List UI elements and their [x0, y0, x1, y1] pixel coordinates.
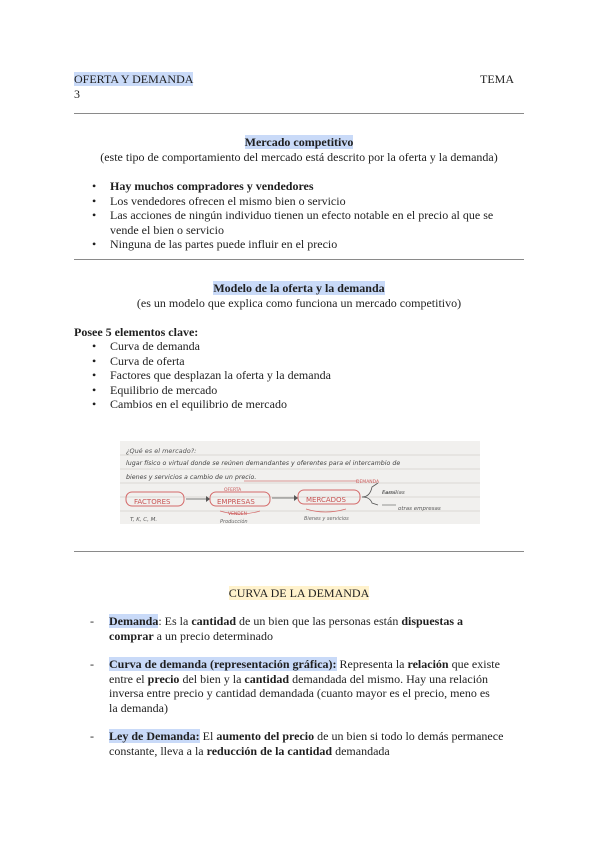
def-bold: aumento del precio — [216, 729, 315, 743]
sketch-oferta: OFERTA — [224, 488, 242, 493]
sketch-otras-empresas: otras empresas — [398, 506, 441, 512]
def-text: constante, lleva a la — [109, 743, 207, 758]
def-text: : Es la — [158, 614, 192, 628]
definition-ley — [74, 729, 528, 758]
section-title-curva — [74, 586, 524, 601]
def-bold: dispuestas a — [401, 614, 464, 628]
curva-title-text: CURVA DE LA DEMANDA — [228, 586, 370, 600]
sketch-question: ¿Qué es el mercado?: — [126, 447, 197, 455]
definition-demanda — [74, 614, 528, 643]
section-title-modelo — [74, 281, 524, 296]
def-bold: relación — [407, 657, 449, 671]
divider — [74, 551, 524, 552]
divider — [74, 113, 524, 114]
tema-label: TEMA — [480, 72, 514, 86]
handwritten-notes-image — [120, 441, 480, 524]
def-text: a un precio determinado — [153, 628, 273, 643]
elements-label — [74, 325, 198, 340]
list-item — [74, 339, 331, 354]
def-bold: cantidad — [191, 614, 237, 628]
dash-marker: - — [90, 657, 94, 671]
divider — [74, 259, 524, 260]
def-text: El — [199, 729, 217, 743]
bullet-text: vende el bien o servicio — [110, 222, 224, 237]
sketch-factores: FACTORES — [134, 498, 171, 506]
sketch-familias: Familias — [382, 490, 405, 496]
list-item — [74, 354, 331, 369]
list-item — [74, 208, 493, 237]
element-text: Factores que desplazan la oferta y la demanda — [110, 368, 331, 382]
elements-label-text: Posee 5 elementos clave: — [74, 325, 199, 339]
def-text: la demanda) — [109, 700, 168, 715]
page-title — [74, 72, 193, 87]
def-text: de un bien si todo lo demás permanece — [314, 729, 504, 743]
bullet-text: Los vendedores ofrecen el mismo bien o servicio — [110, 193, 346, 208]
bullet-text: Ninguna de las partes puede influir en el precio — [110, 237, 338, 251]
def-text: Representa la — [336, 657, 408, 671]
mercado-title-text: Mercado competitivo — [244, 135, 354, 149]
element-text: Curva de oferta — [110, 353, 185, 368]
sketch-venden: VENDEN — [228, 512, 247, 517]
def-text: inversa entre precio y cantidad demandada (cuanto mayor es el precio, meno es — [109, 686, 490, 700]
section-title-mercado — [74, 135, 524, 150]
def-text: de un bien que las personas están — [236, 614, 402, 628]
term-curva: Curva de demanda (representación gráfica): — [109, 657, 337, 671]
section-subtitle-modelo: (es un modelo que explica como funciona un mercado competitivo) — [136, 296, 462, 310]
element-text: Curva de demanda — [110, 339, 200, 353]
sketch-line1: lugar físico o virtual donde se reúnen demandantes y oferentes para el intercambio de — [126, 460, 401, 467]
tema-number: 3 — [74, 87, 80, 101]
sketch-tkcm: T, K, C, M. — [130, 517, 158, 523]
dash-marker: - — [90, 729, 94, 743]
list-item — [74, 368, 331, 383]
def-bold: cantidad — [244, 671, 290, 686]
term-demanda: Demanda — [109, 614, 159, 628]
def-bold: precio — [147, 671, 180, 686]
title-text: OFERTA Y DEMANDA — [74, 72, 194, 86]
term-ley: Ley de Demanda: — [109, 729, 200, 743]
list-item — [74, 194, 493, 209]
sketch-line2: bienes y servicios a cambio de un precio. — [126, 474, 257, 481]
def-text: entre el — [109, 671, 148, 686]
section-subtitle-mercado: (este tipo de comportamiento del mercado está descrito por la oferta y la demanda) — [100, 150, 498, 164]
sketch-empresas: EMPRESAS — [217, 498, 255, 506]
element-text: Equilibrio de mercado — [110, 382, 218, 397]
list-item — [74, 397, 331, 412]
def-text: demandada — [332, 743, 390, 758]
bullet-text: Las acciones de ningún individuo tienen un efecto notable en el precio al que se — [110, 208, 494, 222]
mercado-bullet-list — [74, 179, 493, 252]
sketch-bienes: Bienes y servicios — [304, 516, 349, 522]
def-text: del bien y la — [179, 671, 245, 686]
dash-marker: - — [90, 614, 94, 628]
definition-curva — [74, 657, 528, 715]
modelo-elements-list — [74, 339, 331, 412]
list-item — [74, 383, 331, 398]
def-bold: reducción de la cantidad — [206, 743, 333, 758]
list-item — [74, 179, 493, 194]
bullet-text: Hay muchos compradores y vendedores — [110, 179, 314, 193]
def-bold: comprar — [109, 628, 154, 643]
sketch-produccion: Producción — [220, 519, 248, 524]
modelo-title-text: Modelo de la oferta y la demanda — [213, 281, 385, 295]
def-text: que existe — [448, 657, 500, 671]
element-text: Cambios en el equilibrio de mercado — [110, 397, 287, 411]
sketch-mercados: MERCADOS — [306, 496, 346, 504]
list-item — [74, 237, 493, 252]
sketch-demanda: DEMANDA — [356, 480, 380, 485]
def-text: demandada del mismo. Hay una relación — [289, 671, 489, 686]
